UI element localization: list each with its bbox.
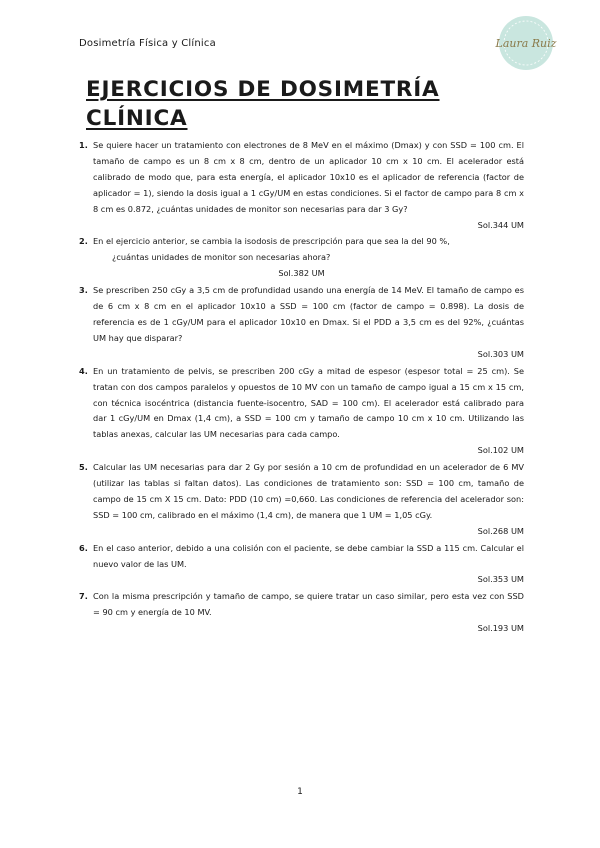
exercise-solution: Sol.353 UM [477, 574, 524, 585]
exercise-solution: Sol.193 UM [477, 623, 524, 634]
exercise-4 [79, 364, 524, 444]
exercise-list [79, 138, 524, 638]
exercise-number: 4. [79, 365, 88, 376]
exercise-3 [79, 283, 524, 347]
exercise-text: Con la misma prescripción y tamaño de campo, se quiere tratar un caso similar, pero esta vez con SSD = 90 cm y energía de 10 MV. [93, 591, 524, 618]
exercise-text: En un tratamiento de pelvis, se prescriben 200 cGy a mitad de espesor (espesor total = 25 cm). Se tratan con dos campos paralelos y opuestos de 10 MV con un tamaño de campo igual a 15 cm x 15 cm, con técnica isocéntrica (distancia fuente-isocentro, SAD = 100 cm). El acelerador está calibrado para dar 1 cGy/UM en Dmax (1,4 cm), a SSD = 100 cm y tamaño de campo 10 cm x 10 cm. Utilizando las tablas anexas, calcular las UM necesarias para cada campo. [93, 365, 524, 440]
exercise-solution: Sol.344 UM [477, 219, 524, 230]
exercise-number: 2. [79, 236, 88, 247]
exercise-solution: Sol.102 UM [477, 445, 524, 456]
logo [487, 15, 565, 71]
exercise-number: 5. [79, 462, 88, 473]
exercise-5 [79, 460, 524, 524]
exercise-number: 3. [79, 285, 88, 296]
page-number: 1 [297, 787, 303, 797]
exercise-text: En el caso anterior, debido a una colisión con el paciente, se debe cambiar la SSD a 115 cm. Calcular el nuevo valor de las UM. [93, 542, 524, 569]
page-title: EJERCICIOS DE DOSIMETRÍA CLÍNICA [86, 77, 440, 131]
exercise-text: Se quiere hacer un tratamiento con electrones de 8 MeV en el máximo (Dmax) y con SSD = 100 cm. El tamaño de campo es un 8 cm x 8 cm, dentro de un aplicador 10 cm x 10 cm. El acelerador está calibrado de modo que, para esta energía, el aplicador 10x10 es el aplicador de referencia (factor de aplicador = 1), siendo la dosis igual a 1 cGy/UM en estas condiciones. Si el factor de campo para 8 cm x 8 cm es 0.872, ¿cuántas unidades de monitor son necesarias para dar 3 Gy? [93, 140, 524, 214]
exercise-text: Calcular las UM necesarias para dar 2 Gy por sesión a 10 cm de profundidad en un acelerador de 6 MV (utilizar las tablas si faltan datos). Las condiciones de tratamiento son: SSD = 100 cm, tamaño de campo de 15 cm X 15 cm. Dato: PDD (10 cm) =0,660. Las condiciones de referencia del acelerador son: SSD = 100 cm, calibrado en el máximo (1,4 cm), de manera que 1 UM = 1,05 cGy. [93, 462, 524, 520]
header-course: Dosimetría Física y Clínica [79, 38, 216, 49]
logo-text: Laura Ruiz [495, 37, 557, 50]
exercise-text-continued: ¿cuántas unidades de monitor son necesarias ahora? [112, 252, 331, 263]
exercise-solution: Sol.303 UM [477, 348, 524, 359]
exercise-6 [79, 541, 524, 573]
exercise-text: Se prescriben 250 cGy a 3,5 cm de profundidad usando una energía de 14 MeV. El tamaño de campo es de 6 cm x 8 cm en el aplicador 10x10 a SSD = 100 cm (factor de campo = 0.898). La dosis de referencia es de 1 cGy/UM para el aplicador 10x10 en Dmax. Si el PDD a 3,5 cm es del 92%, ¿cuántas UM hay que disparar? [93, 285, 524, 343]
exercise-number: 7. [79, 591, 88, 602]
exercise-2 [79, 234, 524, 266]
exercise-1 [79, 138, 524, 218]
exercise-number: 1. [79, 140, 88, 150]
exercise-solution: Sol.382 UM [278, 268, 325, 279]
exercise-text: En el ejercicio anterior, se cambia la isodosis de prescripción para que sea la del 90 %, [93, 236, 450, 247]
exercise-solution: Sol.268 UM [477, 525, 524, 536]
exercise-7 [79, 589, 524, 621]
exercise-number: 6. [79, 542, 88, 553]
